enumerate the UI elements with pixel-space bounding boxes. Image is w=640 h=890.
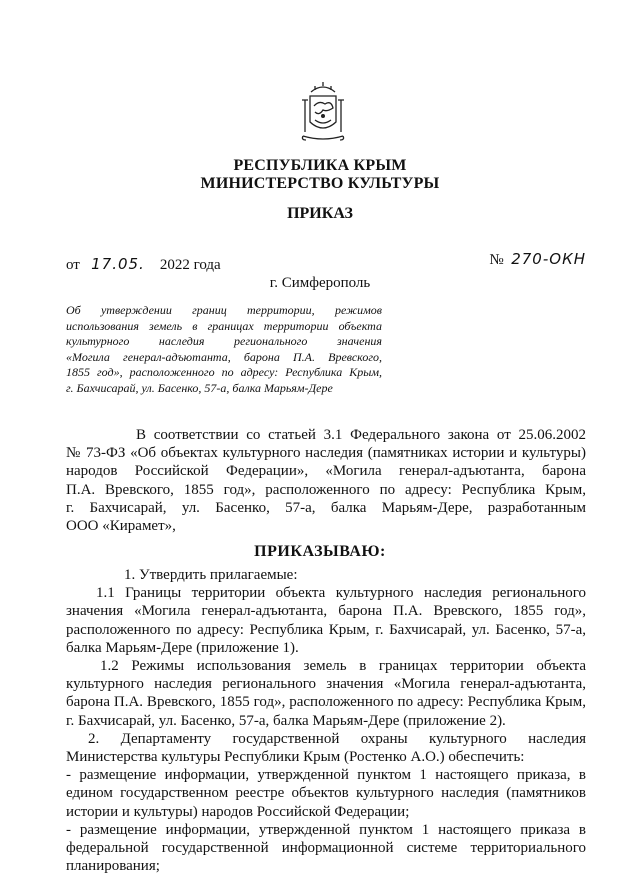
preamble-line: № 73-ФЗ «Об объектах культурного наследия (памятниках истории и культуры) — [66, 445, 586, 462]
order-line: планирования; — [66, 858, 160, 875]
subject-line: г. Бахчисарай, ул. Басенко, 57-а, балка Марьям-Дере — [66, 380, 333, 395]
order-line: 1.2 Режимы использования земель в границах территории объекта — [100, 658, 586, 675]
order-line: балка Марьям-Дере (приложение 1). — [66, 639, 299, 656]
order-line: Министерства культуры Республики Крым (Ростенко А.О.) обеспечить: — [66, 749, 525, 766]
order-date — [66, 255, 221, 274]
handwritten-date: 17.05. — [91, 255, 145, 273]
order-line: - размещение информации, утвержденной пунктом 1 настоящего приказа в — [66, 821, 586, 838]
city-line: г. Симферополь — [269, 275, 371, 291]
subject-line: «Могила генерал-адъютанта, барона П.А. Вревского, — [66, 349, 382, 364]
preamble-line: народов Российской Федерации», «Могила генерал-адъютанта, барона — [66, 463, 586, 480]
subject-line: использования земель в границах территории объекта — [66, 318, 382, 333]
order-line: 2. Департаменту государственной охраны культурного наследия — [88, 730, 586, 747]
preamble — [66, 426, 586, 535]
order-items — [66, 566, 586, 875]
number-prefix: № — [489, 252, 504, 268]
handwritten-number: 270-ОКН — [511, 250, 586, 268]
order-number — [489, 250, 586, 269]
order-line: 1. Утвердить прилагаемые: — [124, 567, 298, 583]
ministry-title: МИНИСТЕРСТВО КУЛЬТУРЫ — [200, 175, 440, 192]
preamble-line: П.А. Вревского, 1855 год», расположенного по адресу: Республика Крым, — [66, 481, 586, 498]
preamble-line: В соответствии со статьей 3.1 Федерального закона от 25.06.2002 — [136, 427, 586, 443]
subject-line: 1855 год», расположенного по адресу: Республика Крым, — [66, 365, 382, 379]
date-year: 2022 года — [159, 257, 221, 273]
order-line: барона П.А. Вревского, 1855 год», расположенного по адресу: Республика Крым, — [66, 694, 586, 711]
order-line: федеральной государственной информационной системе территориального — [66, 840, 586, 857]
subject-line: Об утверждении границ территории, режимов — [66, 303, 382, 317]
order-line: культурного наследия регионального значения «Могила генерал-адъютанта, — [66, 676, 586, 693]
subject-line: культурного наследия регионального значения — [66, 334, 382, 348]
crimea-coat-of-arms-icon — [297, 82, 349, 142]
order-line: 1.1 Границы территории объекта культурного наследия регионального — [96, 585, 586, 602]
order-subject — [66, 303, 382, 396]
order-line: расположенного по адресу: Республика Крым, г. Бахчисарай, ул. Басенко, 57-а, — [66, 621, 586, 638]
document-type-title: ПРИКАЗ — [287, 205, 353, 222]
order-directive-heading: ПРИКАЗЫВАЮ: — [254, 543, 386, 560]
order-line: истории и культуры) народов Российской Федерации; — [66, 803, 410, 820]
order-line: едином государственном реестре объектов культурного наследия (памятников — [66, 785, 586, 802]
order-line: - размещение информации, утвержденной пунктом 1 настоящего приказа, в — [66, 767, 586, 784]
order-line: значения «Могила генерал-адъютанта, барона П.А. Вревского, 1855 год», — [66, 603, 586, 620]
republic-title: РЕСПУБЛИКА КРЫМ — [233, 157, 407, 174]
date-prefix: от — [66, 257, 80, 273]
preamble-line: ООО «Кирамет», — [66, 518, 176, 535]
order-line: г. Бахчисарай, ул. Басенко, 57-а, балка Марьям-Дере (приложение 2). — [66, 712, 506, 729]
preamble-line: г. Бахчисарай, ул. Басенко, 57-а, балка Марьям-Дере, разработанным — [66, 499, 586, 516]
